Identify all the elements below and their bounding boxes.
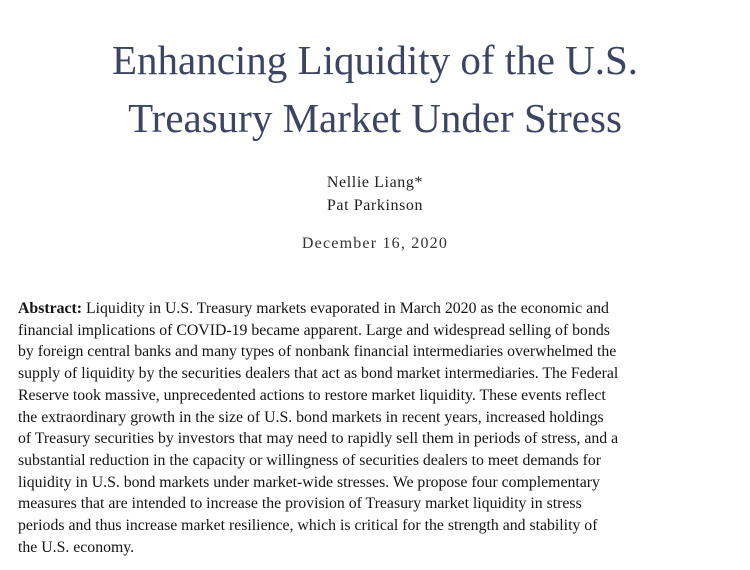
abstract-text: Liquidity in U.S. Treasury markets evaporated in March 2020 as the economic and: [82, 300, 609, 317]
abstract-line: [18, 298, 738, 320]
abstract-line: liquidity in U.S. bond markets under market-wide stresses. We propose four complementary: [18, 473, 600, 491]
author-name: Nellie Liang*: [326, 174, 424, 191]
abstract-line: the extraordinary growth in the size of U.S. bond markets in recent years, increased holdings: [18, 408, 604, 426]
abstract: [18, 298, 738, 558]
author-name: Pat Parkinson: [326, 197, 424, 214]
abstract-line: the U.S. economy.: [18, 538, 135, 556]
abstract-line: supply of liquidity by the securities dealers that act as bond market intermediaries. The Federal: [18, 365, 619, 383]
paper-title: [0, 31, 750, 147]
abstract-line: periods and thus increase market resilience, which is critical for the strength and stability of: [18, 517, 598, 535]
abstract-line: financial implications of COVID-19 became apparent. Large and widespread selling of bonds: [18, 321, 610, 339]
abstract-label: Abstract:: [18, 300, 83, 317]
abstract-line: measures that are intended to increase the provision of Treasury market liquidity in stress: [18, 495, 582, 513]
abstract-line: Reserve took massive, unprecedented actions to restore market liquidity. These events reflect: [18, 386, 606, 404]
author-list: [0, 171, 750, 217]
paper-title-line-2: Treasury Market Under Stress: [128, 95, 622, 142]
paper-title-line-1: Enhancing Liquidity of the U.S.: [111, 37, 639, 84]
abstract-line: by foreign central banks and many types of nonbank financial intermediaries overwhelmed the: [18, 343, 617, 361]
abstract-line: substantial reduction in the capacity or willingness of securities dealers to meet demands for: [18, 451, 601, 469]
publication-date: December 16, 2020: [301, 235, 449, 252]
abstract-line: of Treasury securities by investors that may need to rapidly sell them in periods of stress, and a: [18, 430, 619, 448]
